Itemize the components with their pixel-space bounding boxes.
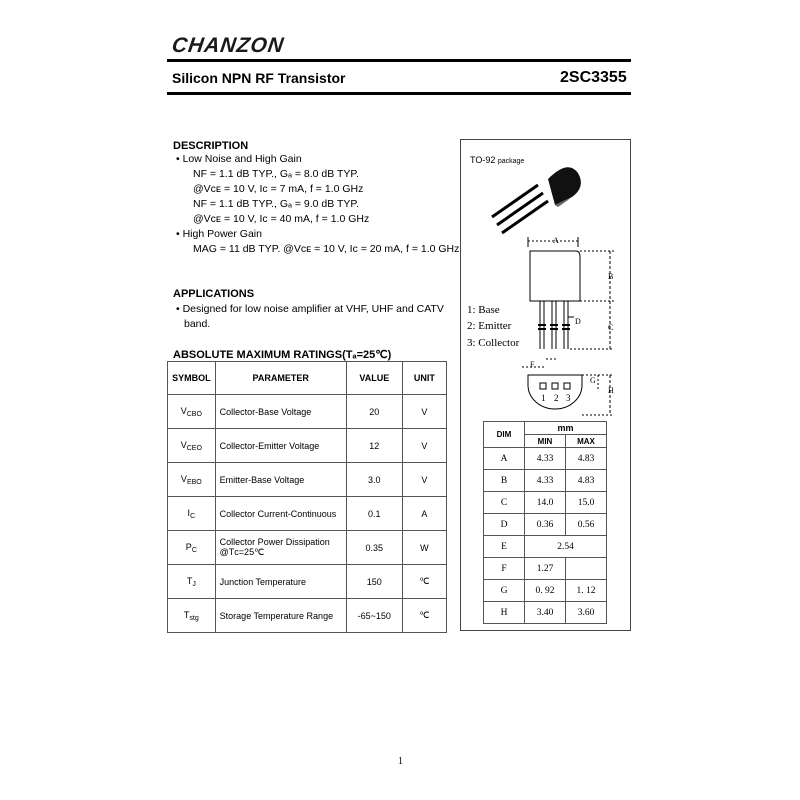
page-number: 1 bbox=[398, 756, 403, 767]
table-row bbox=[168, 395, 447, 429]
ratings-header-unit: UNIT bbox=[402, 362, 446, 395]
dimensions-unit-row bbox=[484, 422, 607, 435]
value-cell: 0.1 bbox=[346, 497, 402, 531]
dim-label-g: G bbox=[590, 376, 596, 385]
description-bullet-1: • Low Noise and High Gain bbox=[176, 153, 302, 165]
symbol-cell: $T_{stg}$ bbox=[168, 599, 216, 633]
pin-number-3: 3 bbox=[566, 393, 571, 403]
pin-label-base: 1: Base bbox=[467, 304, 500, 316]
table-row bbox=[484, 470, 607, 492]
package-drawing bbox=[460, 139, 631, 429]
dim-label-a: A bbox=[553, 236, 559, 245]
package-bottom-view bbox=[522, 359, 614, 415]
dim-cell: F bbox=[484, 558, 525, 580]
ratings-header-value: VALUE bbox=[346, 362, 402, 395]
document-title: Silicon NPN RF Transistor bbox=[172, 70, 346, 86]
max-cell: 15.0 bbox=[566, 492, 607, 514]
unit-cell: V bbox=[402, 429, 446, 463]
min-cell: 0. 92 bbox=[525, 580, 566, 602]
dim-cell: B bbox=[484, 470, 525, 492]
table-row bbox=[168, 565, 447, 599]
value-cell: 150 bbox=[346, 565, 402, 599]
parameter-cell: Emitter-Base Voltage bbox=[215, 463, 346, 497]
ratings-table bbox=[167, 361, 447, 633]
ratings-header-symbol: SYMBOL bbox=[168, 362, 216, 395]
table-row bbox=[168, 531, 447, 565]
dimensions-header-dim: DIM bbox=[484, 422, 525, 448]
max-cell: 4.83 bbox=[566, 448, 607, 470]
parameter-cell: Junction Temperature bbox=[215, 565, 346, 599]
dimensions-header-max: MAX bbox=[566, 435, 607, 448]
table-row bbox=[484, 580, 607, 602]
dim-label-f: F bbox=[530, 360, 535, 369]
table-row bbox=[484, 602, 607, 624]
max-cell: 4.83 bbox=[566, 470, 607, 492]
table-row bbox=[484, 448, 607, 470]
part-number: 2SC3355 bbox=[560, 69, 627, 86]
brand-logo: CHANZON bbox=[170, 34, 286, 57]
parameter-cell: Collector Power Dissipation @Tᴄ=25℃ bbox=[215, 531, 346, 565]
pin-label-emitter: 2: Emitter bbox=[467, 320, 512, 332]
package-label: TO-92 package bbox=[470, 155, 525, 165]
value-cell: 3.0 bbox=[346, 463, 402, 497]
dim-cell: G bbox=[484, 580, 525, 602]
header-rule-bottom bbox=[167, 92, 631, 95]
table-row bbox=[168, 429, 447, 463]
value-cell: -65~150 bbox=[346, 599, 402, 633]
symbol-cell: $V_{CBO}$ bbox=[168, 395, 216, 429]
unit-cell: A bbox=[402, 497, 446, 531]
max-cell: 1. 12 bbox=[566, 580, 607, 602]
dim-cell: D bbox=[484, 514, 525, 536]
table-row bbox=[484, 514, 607, 536]
package-side-view bbox=[528, 237, 614, 349]
dim-label-h: H bbox=[608, 386, 614, 395]
description-heading: DESCRIPTION bbox=[173, 140, 249, 152]
max-cell: 0.56 bbox=[566, 514, 607, 536]
dim-cell: C bbox=[484, 492, 525, 514]
symbol-cell: $V_{CEO}$ bbox=[168, 429, 216, 463]
transistor-3d-icon bbox=[492, 167, 581, 233]
ratings-heading: ABSOLUTE MAXIMUM RATINGS(Tₐ=25℃) bbox=[173, 349, 392, 361]
dim-label-d: D bbox=[575, 317, 581, 326]
value-cell: 20 bbox=[346, 395, 402, 429]
table-row bbox=[484, 558, 607, 580]
dim-cell: E bbox=[484, 536, 525, 558]
description-line-2: @Vᴄᴇ = 10 V, Iᴄ = 7 mA, f = 1.0 GHz bbox=[193, 183, 364, 195]
description-line-5: MAG = 11 dB TYP. @Vᴄᴇ = 10 V, Iᴄ = 20 mA, f = 1.0 GHz bbox=[193, 243, 460, 255]
value-cell: 0.35 bbox=[346, 531, 402, 565]
description-bullet-2: • High Power Gain bbox=[176, 228, 262, 240]
description-line-1: NF = 1.1 dB TYP., Gₐ = 8.0 dB TYP. bbox=[193, 168, 359, 180]
parameter-cell: Collector Current-Continuous bbox=[215, 497, 346, 531]
parameter-cell: Collector-Base Voltage bbox=[215, 395, 346, 429]
min-cell: 0.36 bbox=[525, 514, 566, 536]
unit-cell: ℃ bbox=[402, 599, 446, 633]
symbol-cell: $I_C$ bbox=[168, 497, 216, 531]
applications-line-2: band. bbox=[184, 318, 211, 330]
min-cell: 2.54 bbox=[525, 536, 607, 558]
ratings-header-row bbox=[168, 362, 447, 395]
table-row bbox=[168, 463, 447, 497]
dimensions-unit: mm bbox=[525, 422, 607, 435]
max-cell: 3.60 bbox=[566, 602, 607, 624]
table-row bbox=[168, 599, 447, 633]
symbol-cell: $P_C$ bbox=[168, 531, 216, 565]
value-cell: 12 bbox=[346, 429, 402, 463]
table-row bbox=[484, 492, 607, 514]
parameter-cell: Storage Temperature Range bbox=[215, 599, 346, 633]
unit-cell: ℃ bbox=[402, 565, 446, 599]
table-row bbox=[168, 497, 447, 531]
pin-number-2: 2 bbox=[554, 393, 559, 403]
header-rule-top bbox=[167, 59, 631, 62]
applications-heading: APPLICATIONS bbox=[173, 288, 255, 300]
min-cell: 4.33 bbox=[525, 448, 566, 470]
unit-cell: V bbox=[402, 463, 446, 497]
symbol-cell: $V_{EBO}$ bbox=[168, 463, 216, 497]
dimensions-table bbox=[483, 421, 607, 624]
table-row bbox=[484, 536, 607, 558]
unit-cell: V bbox=[402, 395, 446, 429]
dim-cell: H bbox=[484, 602, 525, 624]
max-cell bbox=[566, 558, 607, 580]
description-line-4: @Vᴄᴇ = 10 V, Iᴄ = 40 mA, f = 1.0 GHz bbox=[193, 213, 370, 225]
min-cell: 4.33 bbox=[525, 470, 566, 492]
min-cell: 14.0 bbox=[525, 492, 566, 514]
dim-label-c: C bbox=[608, 323, 614, 332]
dim-cell: A bbox=[484, 448, 525, 470]
symbol-cell: $T_J$ bbox=[168, 565, 216, 599]
ratings-header-parameter: PARAMETER bbox=[215, 362, 346, 395]
dim-label-b: B bbox=[608, 272, 614, 281]
min-cell: 3.40 bbox=[525, 602, 566, 624]
parameter-cell: Collector-Emitter Voltage bbox=[215, 429, 346, 463]
pin-number-1: 1 bbox=[541, 393, 546, 403]
pin-label-collector: 3: Collector bbox=[467, 337, 520, 349]
applications-line-1: • Designed for low noise amplifier at VHF, UHF and CATV bbox=[176, 303, 444, 315]
min-cell: 1.27 bbox=[525, 558, 566, 580]
dimensions-header-min: MIN bbox=[525, 435, 566, 448]
description-line-3: NF = 1.1 dB TYP., Gₐ = 9.0 dB TYP. bbox=[193, 198, 359, 210]
unit-cell: W bbox=[402, 531, 446, 565]
